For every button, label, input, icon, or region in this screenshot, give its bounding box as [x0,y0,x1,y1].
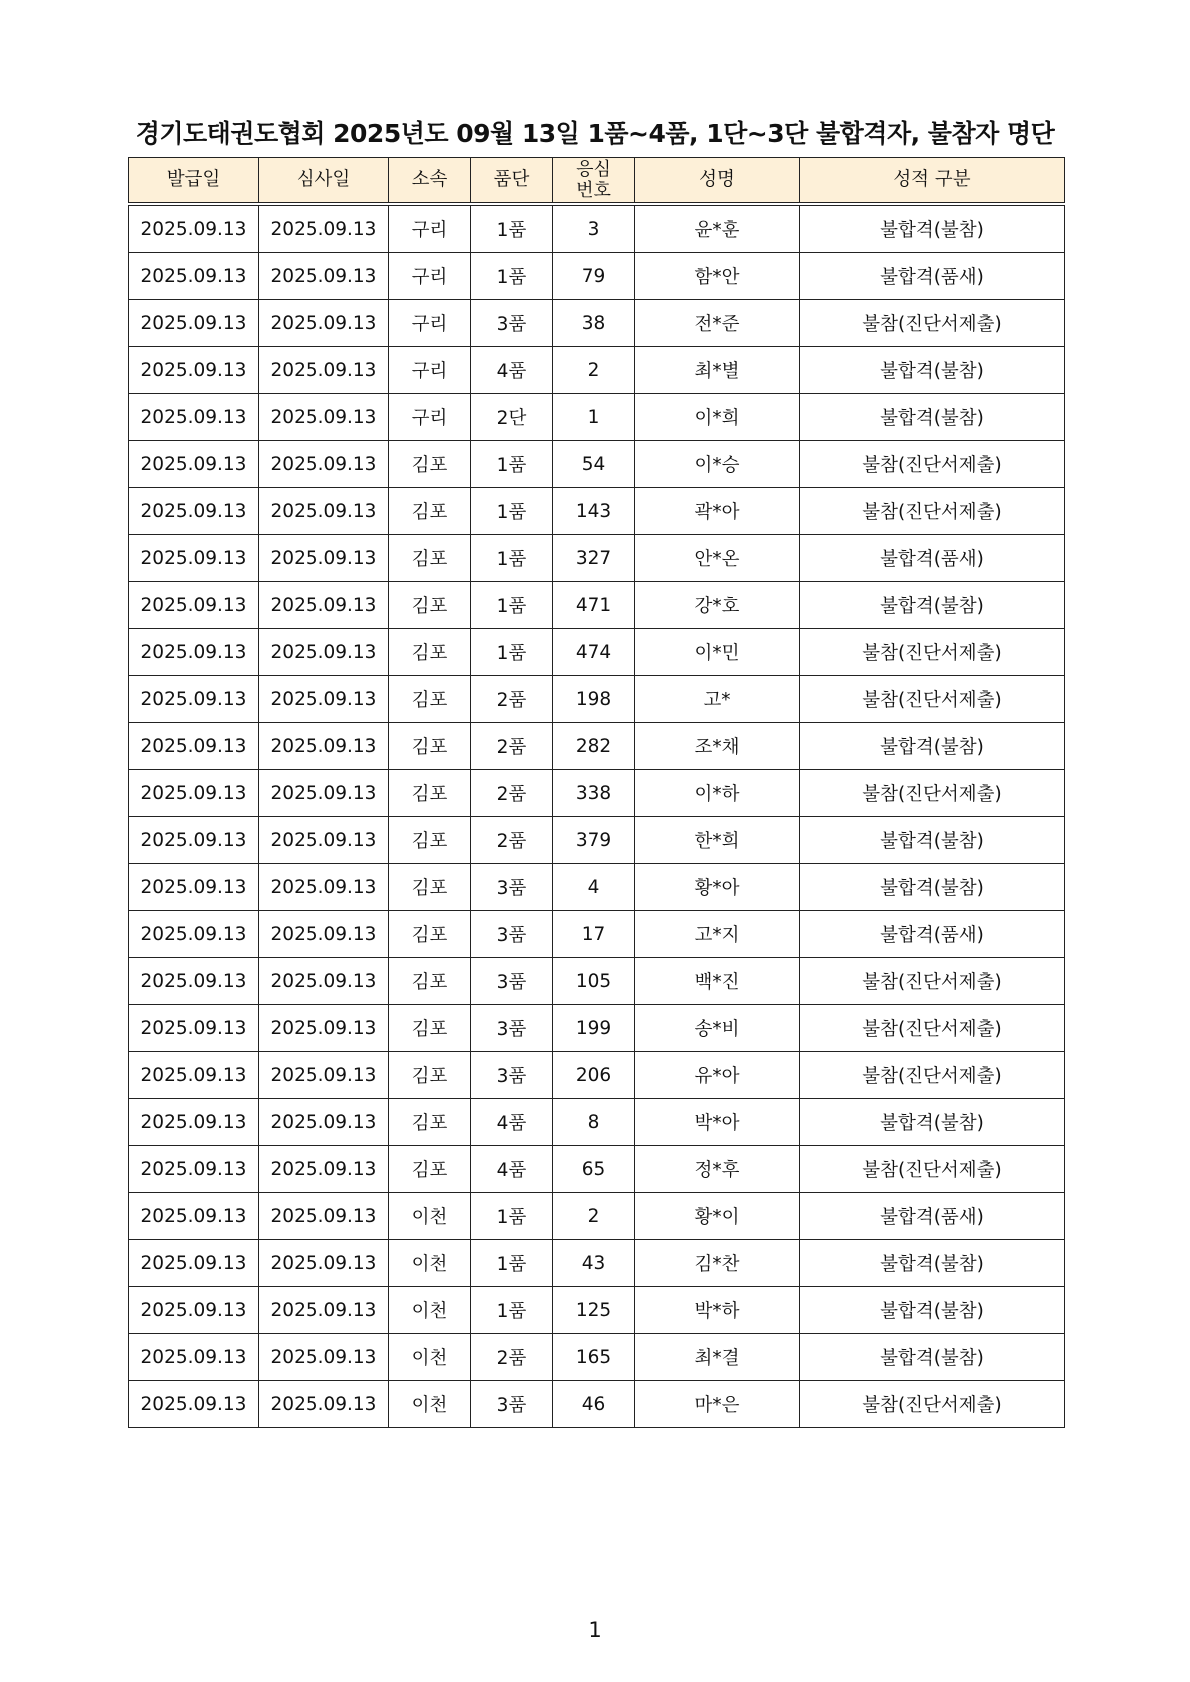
cell-issue-date: 2025.09.13 [129,253,259,300]
cell-result: 불합격(불참) [800,1334,1065,1381]
cell-name: 유*아 [635,1052,800,1099]
cell-issue-date: 2025.09.13 [129,441,259,488]
cell-name: 박*아 [635,1099,800,1146]
cell-name: 백*진 [635,958,800,1005]
cell-affiliation: 김포 [389,770,471,817]
cell-issue-date: 2025.09.13 [129,1287,259,1334]
cell-rank: 3품 [471,1005,553,1052]
table-body [129,204,1065,1428]
cell-exam-date: 2025.09.13 [259,911,389,958]
cell-result: 불합격(불참) [800,817,1065,864]
cell-name: 마*은 [635,1381,800,1428]
cell-exam-number: 79 [553,253,635,300]
cell-result: 불참(진단서제출) [800,1005,1065,1052]
cell-exam-date: 2025.09.13 [259,394,389,441]
cell-rank: 1품 [471,204,553,253]
cell-affiliation: 김포 [389,488,471,535]
cell-issue-date: 2025.09.13 [129,1240,259,1287]
cell-exam-date: 2025.09.13 [259,204,389,253]
cell-affiliation: 구리 [389,347,471,394]
cell-exam-date: 2025.09.13 [259,1005,389,1052]
cell-exam-date: 2025.09.13 [259,958,389,1005]
cell-name: 송*비 [635,1005,800,1052]
table-row [129,204,1065,253]
cell-exam-number: 474 [553,629,635,676]
cell-exam-date: 2025.09.13 [259,582,389,629]
cell-result: 불참(진단서제출) [800,629,1065,676]
cell-name: 김*찬 [635,1240,800,1287]
cell-result: 불참(진단서제출) [800,958,1065,1005]
cell-rank: 1품 [471,535,553,582]
table-row [129,253,1065,300]
cell-rank: 2품 [471,817,553,864]
cell-exam-number: 4 [553,864,635,911]
cell-name: 안*온 [635,535,800,582]
cell-affiliation: 구리 [389,253,471,300]
cell-exam-date: 2025.09.13 [259,441,389,488]
cell-result: 불참(진단서제출) [800,1381,1065,1428]
cell-rank: 2품 [471,1334,553,1381]
cell-name: 한*희 [635,817,800,864]
cell-exam-date: 2025.09.13 [259,253,389,300]
table-row [129,1381,1065,1428]
cell-exam-date: 2025.09.13 [259,817,389,864]
table-row [129,488,1065,535]
cell-issue-date: 2025.09.13 [129,1381,259,1428]
cell-exam-date: 2025.09.13 [259,1240,389,1287]
table-row [129,958,1065,1005]
cell-result: 불참(진단서제출) [800,1052,1065,1099]
header-issue-date: 발급일 [129,158,259,205]
cell-exam-number: 105 [553,958,635,1005]
cell-issue-date: 2025.09.13 [129,394,259,441]
table-row [129,347,1065,394]
table-row [129,629,1065,676]
cell-affiliation: 구리 [389,300,471,347]
cell-exam-date: 2025.09.13 [259,300,389,347]
table-row [129,1287,1065,1334]
cell-issue-date: 2025.09.13 [129,300,259,347]
cell-result: 불합격(품새) [800,253,1065,300]
cell-exam-date: 2025.09.13 [259,676,389,723]
cell-affiliation: 김포 [389,958,471,1005]
cell-affiliation: 김포 [389,723,471,770]
document-title: 경기도태권도협회 2025년도 09월 13일 1품~4품, 1단~3단 불합격자, 불참자 명단 [135,119,1055,148]
cell-rank: 3품 [471,1381,553,1428]
cell-name: 강*호 [635,582,800,629]
cell-affiliation: 김포 [389,441,471,488]
cell-rank: 1품 [471,253,553,300]
cell-result: 불참(진단서제출) [800,488,1065,535]
cell-exam-number: 8 [553,1099,635,1146]
cell-exam-date: 2025.09.13 [259,1146,389,1193]
table-row [129,1005,1065,1052]
cell-exam-date: 2025.09.13 [259,1381,389,1428]
cell-issue-date: 2025.09.13 [129,535,259,582]
cell-exam-number: 165 [553,1334,635,1381]
table-row [129,723,1065,770]
cell-affiliation: 김포 [389,1005,471,1052]
table-row [129,300,1065,347]
cell-affiliation: 이천 [389,1240,471,1287]
cell-exam-number: 38 [553,300,635,347]
table-row [129,770,1065,817]
cell-exam-date: 2025.09.13 [259,347,389,394]
cell-name: 최*별 [635,347,800,394]
cell-result: 불합격(불참) [800,1099,1065,1146]
cell-result: 불합격(불참) [800,864,1065,911]
cell-affiliation: 구리 [389,394,471,441]
table-row [129,582,1065,629]
header-name: 성명 [635,158,800,205]
cell-issue-date: 2025.09.13 [129,1146,259,1193]
cell-rank: 3품 [471,300,553,347]
cell-affiliation: 김포 [389,535,471,582]
cell-name: 곽*아 [635,488,800,535]
cell-exam-date: 2025.09.13 [259,723,389,770]
cell-rank: 4품 [471,1099,553,1146]
table-row [129,394,1065,441]
cell-issue-date: 2025.09.13 [129,1334,259,1381]
cell-result: 불합격(불참) [800,582,1065,629]
cell-name: 이*승 [635,441,800,488]
cell-result: 불합격(불참) [800,723,1065,770]
cell-exam-number: 3 [553,204,635,253]
cell-rank: 1품 [471,1240,553,1287]
header-result: 성적 구분 [800,158,1065,205]
cell-rank: 1품 [471,1287,553,1334]
cell-result: 불합격(품새) [800,911,1065,958]
cell-result: 불합격(불참) [800,1287,1065,1334]
cell-exam-number: 338 [553,770,635,817]
cell-rank: 4품 [471,1146,553,1193]
cell-name: 이*희 [635,394,800,441]
cell-rank: 2단 [471,394,553,441]
cell-issue-date: 2025.09.13 [129,911,259,958]
cell-affiliation: 이천 [389,1334,471,1381]
header-row [129,158,1065,205]
cell-name: 박*하 [635,1287,800,1334]
cell-rank: 1품 [471,488,553,535]
cell-name: 이*민 [635,629,800,676]
table-row [129,535,1065,582]
cell-name: 황*아 [635,864,800,911]
cell-rank: 1품 [471,441,553,488]
cell-issue-date: 2025.09.13 [129,1193,259,1240]
cell-exam-number: 327 [553,535,635,582]
table-row [129,1193,1065,1240]
cell-issue-date: 2025.09.13 [129,1099,259,1146]
cell-affiliation: 김포 [389,676,471,723]
table-row [129,441,1065,488]
cell-affiliation: 김포 [389,1146,471,1193]
table-row [129,1146,1065,1193]
cell-result: 불참(진단서제출) [800,300,1065,347]
table-row [129,1099,1065,1146]
cell-rank: 2품 [471,770,553,817]
cell-name: 최*결 [635,1334,800,1381]
cell-affiliation: 김포 [389,1052,471,1099]
cell-rank: 3품 [471,911,553,958]
header-exam-number [553,158,635,205]
cell-issue-date: 2025.09.13 [129,582,259,629]
cell-issue-date: 2025.09.13 [129,864,259,911]
cell-name: 고*지 [635,911,800,958]
cell-rank: 3품 [471,864,553,911]
cell-affiliation: 이천 [389,1193,471,1240]
cell-exam-date: 2025.09.13 [259,1052,389,1099]
cell-rank: 3품 [471,958,553,1005]
cell-result: 불합격(품새) [800,1193,1065,1240]
table-row [129,1052,1065,1099]
cell-affiliation: 이천 [389,1287,471,1334]
cell-exam-number: 198 [553,676,635,723]
result-table [128,157,1065,1428]
cell-rank: 1품 [471,582,553,629]
cell-result: 불참(진단서제출) [800,441,1065,488]
table-row [129,1240,1065,1287]
cell-exam-date: 2025.09.13 [259,770,389,817]
cell-affiliation: 김포 [389,582,471,629]
cell-exam-date: 2025.09.13 [259,1193,389,1240]
cell-exam-number: 2 [553,347,635,394]
cell-affiliation: 김포 [389,1099,471,1146]
cell-exam-date: 2025.09.13 [259,1099,389,1146]
cell-issue-date: 2025.09.13 [129,770,259,817]
cell-name: 고* [635,676,800,723]
cell-issue-date: 2025.09.13 [129,723,259,770]
cell-exam-number: 17 [553,911,635,958]
cell-result: 불참(진단서제출) [800,676,1065,723]
cell-exam-date: 2025.09.13 [259,629,389,676]
cell-exam-date: 2025.09.13 [259,1287,389,1334]
cell-issue-date: 2025.09.13 [129,204,259,253]
header-exam-number-line1: 응심 [576,159,611,180]
cell-issue-date: 2025.09.13 [129,1052,259,1099]
cell-rank: 2품 [471,723,553,770]
cell-exam-date: 2025.09.13 [259,488,389,535]
cell-affiliation: 구리 [389,204,471,253]
cell-issue-date: 2025.09.13 [129,676,259,723]
cell-rank: 1품 [471,629,553,676]
cell-result: 불합격(불참) [800,204,1065,253]
cell-exam-number: 46 [553,1381,635,1428]
cell-affiliation: 김포 [389,629,471,676]
table-row [129,817,1065,864]
cell-affiliation: 이천 [389,1381,471,1428]
cell-issue-date: 2025.09.13 [129,488,259,535]
cell-result: 불참(진단서제출) [800,770,1065,817]
cell-name: 정*후 [635,1146,800,1193]
cell-result: 불합격(불참) [800,347,1065,394]
cell-name: 함*안 [635,253,800,300]
cell-exam-number: 43 [553,1240,635,1287]
cell-exam-number: 471 [553,582,635,629]
cell-rank: 1품 [471,1193,553,1240]
cell-exam-number: 2 [553,1193,635,1240]
cell-rank: 3품 [471,1052,553,1099]
cell-issue-date: 2025.09.13 [129,958,259,1005]
cell-exam-number: 282 [553,723,635,770]
cell-exam-number: 143 [553,488,635,535]
cell-result: 불합격(불참) [800,394,1065,441]
cell-exam-number: 54 [553,441,635,488]
cell-exam-date: 2025.09.13 [259,864,389,911]
cell-rank: 2품 [471,676,553,723]
header-exam-number-line2: 번호 [576,180,611,201]
cell-rank: 4품 [471,347,553,394]
cell-exam-number: 1 [553,394,635,441]
header-rank: 품단 [471,158,553,205]
cell-issue-date: 2025.09.13 [129,1005,259,1052]
cell-exam-date: 2025.09.13 [259,1334,389,1381]
cell-name: 조*채 [635,723,800,770]
cell-exam-number: 199 [553,1005,635,1052]
page-number: 1 [588,1618,602,1642]
cell-result: 불참(진단서제출) [800,1146,1065,1193]
table-row [129,864,1065,911]
table-row [129,911,1065,958]
table-row [129,1334,1065,1381]
cell-issue-date: 2025.09.13 [129,629,259,676]
cell-result: 불합격(불참) [800,1240,1065,1287]
cell-exam-number: 65 [553,1146,635,1193]
cell-name: 이*하 [635,770,800,817]
cell-exam-number: 125 [553,1287,635,1334]
cell-affiliation: 김포 [389,817,471,864]
cell-name: 윤*훈 [635,204,800,253]
cell-issue-date: 2025.09.13 [129,347,259,394]
cell-name: 전*준 [635,300,800,347]
cell-affiliation: 김포 [389,911,471,958]
table-row [129,676,1065,723]
table-header [129,158,1065,205]
cell-name: 황*이 [635,1193,800,1240]
header-exam-date: 심사일 [259,158,389,205]
cell-exam-date: 2025.09.13 [259,535,389,582]
cell-exam-number: 379 [553,817,635,864]
cell-affiliation: 김포 [389,864,471,911]
cell-exam-number: 206 [553,1052,635,1099]
header-affiliation: 소속 [389,158,471,205]
cell-result: 불합격(품새) [800,535,1065,582]
cell-issue-date: 2025.09.13 [129,817,259,864]
